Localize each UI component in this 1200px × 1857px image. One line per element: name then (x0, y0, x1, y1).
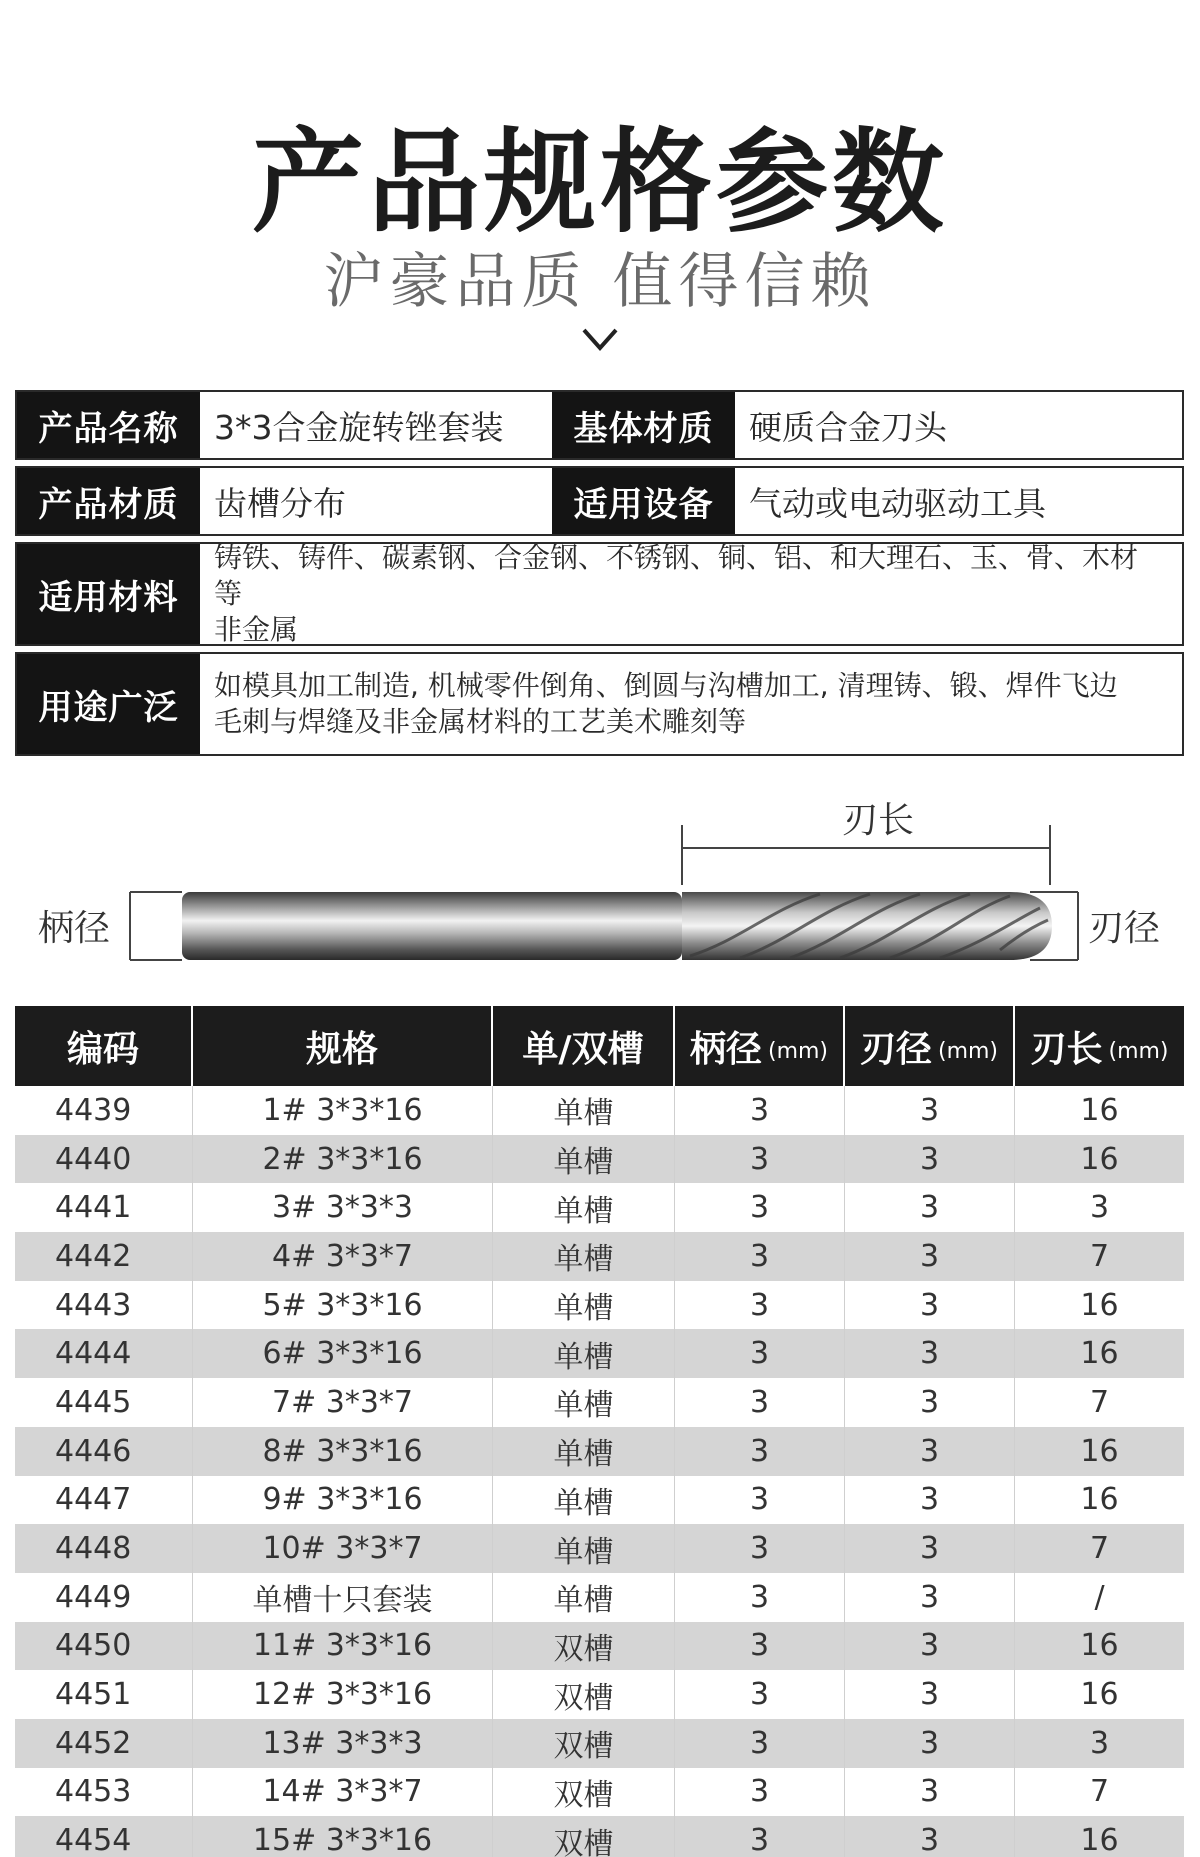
cell-shank: 3 (675, 1573, 845, 1622)
cell-blade-length: 16 (1080, 1092, 1119, 1128)
cell-code: 4448 (15, 1524, 193, 1573)
cell-blade-length: 16 (1080, 1482, 1119, 1518)
cell-flute: 单槽 (493, 1135, 675, 1184)
spec-label: 适用设备 (552, 468, 735, 534)
shank-diameter-label: 柄径 (38, 908, 111, 949)
column-header-label: 编码 (66, 1028, 139, 1070)
table-row (15, 1183, 1184, 1232)
cell-code: 4452 (15, 1719, 193, 1768)
cell-shank: 3 (675, 1816, 845, 1857)
cell-spec: 7# 3*3*7 (193, 1378, 493, 1427)
carbide-burr-image (0, 780, 1200, 980)
cell-blade-length: 16 (1080, 1628, 1119, 1664)
cell-code: 4449 (15, 1573, 193, 1622)
table-row (15, 1135, 1184, 1184)
cell-flute: 单槽 (493, 1086, 675, 1135)
tool-diagram (0, 780, 1200, 980)
cell-shank: 3 (675, 1183, 845, 1232)
table-row (15, 1719, 1184, 1768)
cell-code: 4445 (15, 1378, 193, 1427)
spec-label: 基体材质 (552, 392, 735, 458)
cell-blade-length: 7 (1089, 1774, 1110, 1810)
cell-spec: 12# 3*3*16 (193, 1670, 493, 1719)
cell-flute: 单槽 (493, 1281, 675, 1330)
page-subtitle: 沪豪品质 值得信赖 (323, 247, 877, 317)
cell-flute: 单槽 (493, 1232, 675, 1281)
cell-shank: 3 (675, 1378, 845, 1427)
spec-row (15, 390, 1184, 460)
spec-value (200, 541, 1182, 646)
cell-flute: 单槽 (493, 1524, 675, 1573)
cell-spec: 单槽十只套装 (193, 1573, 493, 1622)
cell-spec: 1# 3*3*16 (193, 1086, 493, 1135)
table-row (15, 1622, 1184, 1671)
cell-code: 4444 (15, 1329, 193, 1378)
cell-flute: 单槽 (493, 1329, 675, 1378)
cell-flute: 双槽 (493, 1768, 675, 1817)
blade-length-label: 刃长 (842, 800, 915, 841)
cell-shank: 3 (675, 1135, 845, 1184)
cell-blade-diameter: 3 (845, 1768, 1015, 1817)
table-row (15, 1232, 1184, 1281)
cell-blade-length: 16 (1080, 1287, 1119, 1323)
cell-code: 4443 (15, 1281, 193, 1330)
cell-blade-diameter: 3 (845, 1670, 1015, 1719)
cell-shank: 3 (675, 1086, 845, 1135)
cell-blade-length: 7 (1089, 1531, 1110, 1567)
cell-code: 4450 (15, 1622, 193, 1671)
cell-flute: 双槽 (493, 1816, 675, 1857)
cell-code: 4453 (15, 1768, 193, 1817)
cell-spec: 14# 3*3*7 (193, 1768, 493, 1817)
cell-code: 4440 (15, 1135, 193, 1184)
cell-code: 4442 (15, 1232, 193, 1281)
cell-shank: 3 (675, 1719, 845, 1768)
cell-blade-diameter: 3 (845, 1524, 1015, 1573)
cell-spec: 11# 3*3*16 (193, 1622, 493, 1671)
table-row (15, 1427, 1184, 1476)
table-row (15, 1573, 1184, 1622)
table-row (15, 1670, 1184, 1719)
table-body (15, 1086, 1184, 1857)
column-header-unit: (mm) (767, 1038, 829, 1064)
cell-spec: 10# 3*3*7 (193, 1524, 493, 1573)
table-row (15, 1378, 1184, 1427)
cell-flute: 双槽 (493, 1622, 675, 1671)
cell-flute: 单槽 (493, 1573, 675, 1622)
column-header-label: 规格 (305, 1028, 378, 1070)
cell-spec: 4# 3*3*7 (193, 1232, 493, 1281)
cell-blade-diameter: 3 (845, 1719, 1015, 1768)
column-header-unit: (mm) (937, 1038, 999, 1064)
cell-code: 4439 (15, 1086, 193, 1135)
cell-blade-length: 16 (1080, 1336, 1119, 1372)
cell-blade-length: 16 (1080, 1677, 1119, 1713)
column-header-blade-diameter (845, 1006, 1015, 1086)
page-title: 产品规格参数 (252, 118, 948, 248)
column-header-code (15, 1006, 193, 1086)
cell-blade-length: 3 (1089, 1190, 1110, 1226)
spec-label: 用途广泛 (17, 654, 200, 754)
header (0, 0, 1200, 370)
cell-blade-diameter: 3 (845, 1232, 1015, 1281)
spec-value: 气动或电动驱动工具 (749, 483, 1046, 523)
column-header-shank (675, 1006, 845, 1086)
spec-value: 3*3合金旋转锉套装 (214, 407, 504, 447)
cell-blade-length: 7 (1089, 1384, 1110, 1420)
cell-blade-diameter: 3 (845, 1086, 1015, 1135)
cell-blade-diameter: 3 (845, 1378, 1015, 1427)
cell-blade-length: 16 (1080, 1433, 1119, 1469)
cell-blade-diameter: 3 (845, 1427, 1015, 1476)
spec-label: 适用材料 (17, 544, 200, 644)
cell-shank: 3 (675, 1476, 845, 1525)
spec-value-line: 铸铁、铸件、碳素钢、合金钢、不锈钢、铜、铝、和大理石、玉、骨、木材等 (214, 541, 1139, 610)
table-row (15, 1476, 1184, 1525)
cell-spec: 9# 3*3*16 (193, 1476, 493, 1525)
table-header (15, 1006, 1184, 1086)
cell-shank: 3 (675, 1524, 845, 1573)
column-header-unit: (mm) (1108, 1038, 1169, 1064)
cell-code: 4446 (15, 1427, 193, 1476)
cell-blade-diameter: 3 (845, 1476, 1015, 1525)
cell-blade-length: 16 (1080, 1823, 1119, 1857)
cell-flute: 单槽 (493, 1183, 675, 1232)
cell-spec: 13# 3*3*3 (193, 1719, 493, 1768)
spec-label: 产品名称 (17, 392, 200, 458)
cell-flute: 单槽 (493, 1427, 675, 1476)
cell-shank: 3 (675, 1232, 845, 1281)
cell-spec: 2# 3*3*16 (193, 1135, 493, 1184)
cell-flute: 单槽 (493, 1378, 675, 1427)
cell-spec: 5# 3*3*16 (193, 1281, 493, 1330)
cell-code: 4447 (15, 1476, 193, 1525)
table-row (15, 1816, 1184, 1857)
cell-blade-diameter: 3 (845, 1329, 1015, 1378)
cell-flute: 双槽 (493, 1670, 675, 1719)
cell-spec: 15# 3*3*16 (193, 1816, 493, 1857)
cell-blade-diameter: 3 (845, 1183, 1015, 1232)
column-header-blade-length (1015, 1006, 1184, 1086)
table-row (15, 1281, 1184, 1330)
cell-shank: 3 (675, 1670, 845, 1719)
spec-label: 产品材质 (17, 468, 200, 534)
cell-shank: 3 (675, 1281, 845, 1330)
cell-spec: 6# 3*3*16 (193, 1329, 493, 1378)
cell-flute: 单槽 (493, 1476, 675, 1525)
cell-blade-length: / (1094, 1579, 1105, 1615)
spec-row (15, 652, 1184, 756)
column-header-flute (493, 1006, 675, 1086)
cell-flute: 双槽 (493, 1719, 675, 1768)
spec-row (15, 466, 1184, 536)
spec-row (15, 542, 1184, 646)
cell-blade-diameter: 3 (845, 1135, 1015, 1184)
column-header-label: 刃径 (859, 1028, 932, 1070)
spec-value (200, 654, 1182, 754)
cell-code: 4441 (15, 1183, 193, 1232)
chevron-down-icon (580, 320, 620, 360)
spec-value: 齿槽分布 (214, 483, 346, 523)
table-row (15, 1768, 1184, 1817)
cell-blade-length: 3 (1089, 1725, 1110, 1761)
cell-blade-diameter: 3 (845, 1573, 1015, 1622)
table-row (15, 1086, 1184, 1135)
table-row (15, 1524, 1184, 1573)
column-header-label: 单/双槽 (522, 1028, 644, 1070)
column-header-label: 柄径 (689, 1028, 762, 1070)
table-row (15, 1329, 1184, 1378)
cell-shank: 3 (675, 1329, 845, 1378)
column-header-spec (193, 1006, 493, 1086)
cell-blade-diameter: 3 (845, 1816, 1015, 1857)
blade-diameter-label: 刃径 (1088, 908, 1161, 949)
cell-shank: 3 (675, 1427, 845, 1476)
spec-value-line: 毛刺与焊缝及非金属材料的工艺美术雕刻等 (214, 705, 747, 738)
cell-blade-length: 7 (1089, 1238, 1110, 1274)
spec-value-line: 如模具加工制造, 机械零件倒角、倒圆与沟槽加工, 清理铸、锻、焊件飞边 (214, 669, 1118, 702)
cell-spec: 3# 3*3*3 (193, 1183, 493, 1232)
column-header-label: 刃长 (1030, 1028, 1103, 1070)
cell-shank: 3 (675, 1622, 845, 1671)
cell-blade-diameter: 3 (845, 1281, 1015, 1330)
cell-spec: 8# 3*3*16 (193, 1427, 493, 1476)
spec-value-line: 非金属 (214, 613, 299, 646)
cell-shank: 3 (675, 1768, 845, 1817)
cell-blade-diameter: 3 (845, 1622, 1015, 1671)
cell-blade-length: 16 (1080, 1141, 1119, 1177)
spec-value: 硬质合金刀头 (749, 407, 947, 447)
cell-code: 4454 (15, 1816, 193, 1857)
cell-code: 4451 (15, 1670, 193, 1719)
